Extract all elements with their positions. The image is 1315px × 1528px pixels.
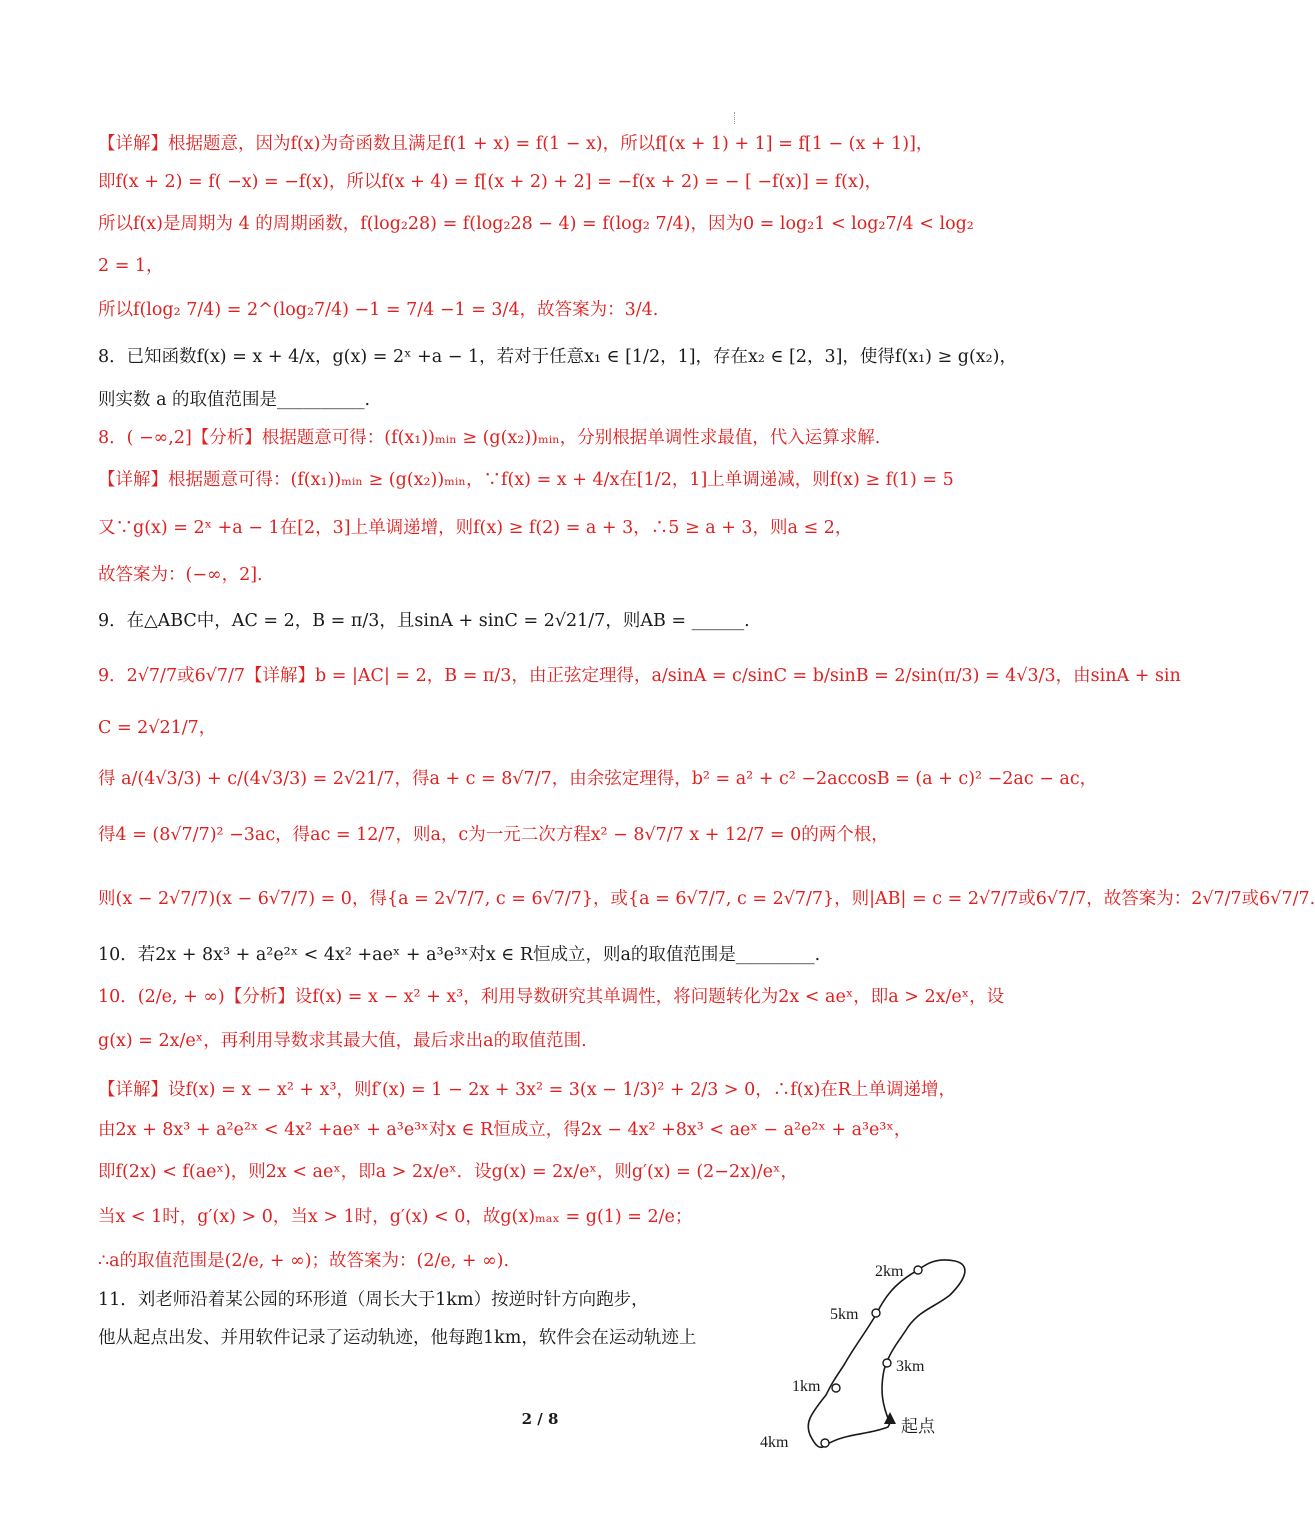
solution-10-line-4: 当x < 1时，g′(x) > 0，当x > 1时，g′(x) < 0，故g(x)ₘₐₓ = g(1) = 2/e；: [98, 1207, 693, 1227]
solution-9-line-1: 9．2√7/7或6√7/7【详解】b = |AC| = 2，B = π/3，由正弦定理得，a/sinA = c/sinC = b/sinB = 2/sin(π/3) = 4√3/3，由sinA + sin: [98, 666, 1181, 686]
label-4km: 4km: [760, 1434, 789, 1451]
solution-7-line-5: 所以f(log₂ 7/4) = 2^(log₂7/4) −1 = 7/4 −1 = 3/4，故答案为：3/4.: [98, 300, 659, 320]
solution-7-line-3: 所以f(x)是周期为 4 的周期函数，f(log₂28) = f(log₂28 − 4) = f(log₂ 7/4)，因为0 = log₂1 < log₂7/4 < log₂: [98, 214, 974, 234]
question-9: 9．在△ABC中，AC = 2，B = π/3，且sinA + sinC = 2√21/7，则AB = ______.: [98, 611, 750, 631]
solution-8-line-2: 又∵g(x) = 2ˣ +a − 1在[2，3]上单调递增，则f(x) ≥ f(2) = a + 3，∴5 ≥ a + 3，则a ≤ 2，: [98, 518, 853, 538]
question-8-line-2: 则实数 a 的取值范围是__________.: [98, 390, 371, 410]
answer-10-analysis-line-1: 10．(2/e, + ∞)【分析】设f(x) = x − x² + x³，利用导数研究其单调性，将问题转化为2x < aeˣ，即a > 2x/eˣ，设: [98, 987, 1005, 1007]
solution-9-line-2: C = 2√21/7，: [98, 718, 217, 738]
label-2km: 2km: [875, 1263, 904, 1280]
label-1km: 1km: [792, 1378, 821, 1395]
marker-4km: [821, 1439, 829, 1447]
question-8-line-1: 8．已知函数f(x) = x + 4/x，g(x) = 2ˣ +a − 1，若对于任意x₁ ∈ [1/2，1]，存在x₂ ∈ [2，3]，使得f(x₁) ≥ g(x₂)，: [98, 347, 1017, 367]
question-11-line-1: 11．刘老师沿着某公园的环形道（周长大于1km）按逆时针方向跑步，: [98, 1290, 649, 1310]
marker-3km: [883, 1359, 891, 1367]
label-3km: 3km: [896, 1358, 925, 1375]
header-mark: [734, 112, 737, 124]
solution-10-line-3: 即f(2x) < f(aeˣ)，则2x < aeˣ，即a > 2x/eˣ．设g(x) = 2x/eˣ，则g′(x) = (2−2x)/eˣ，: [98, 1162, 798, 1182]
solution-10-line-2: 由2x + 8x³ + a²e²ˣ < 4x² +aeˣ + a³e³ˣ对x ∈ R恒成立，得2x − 4x² +8x³ < aeˣ − a²e²ˣ + a³e³ˣ，: [98, 1120, 912, 1140]
solution-9-line-4: 得4 = (8√7/7)² −3ac，得ac = 12/7，则a，c为一元二次方程x² − 8√7/7 x + 12/7 = 0的两个根，: [98, 825, 889, 845]
solution-7-line-1: 【详解】根据题意，因为f(x)为奇函数且满足f(1 + x) = f(1 − x)，所以f[(x + 1) + 1] = f[1 − (x + 1)]，: [98, 134, 934, 154]
solution-7-line-4: 2 = 1，: [98, 256, 164, 276]
marker-5km: [872, 1309, 880, 1317]
marker-2km: [914, 1266, 922, 1274]
solution-9-line-5: 则(x − 2√7/7)(x − 6√7/7) = 0，得{a = 2√7/7, c = 6√7/7}，或{a = 6√7/7, c = 2√7/7}，则|AB| = c = 2√7/7或6√7/7，故答案为：2√7/7或6√7/7.: [98, 889, 1315, 909]
label-start: 起点: [901, 1417, 935, 1437]
solution-8-line-3: 故答案为：(−∞，2].: [98, 565, 263, 585]
solution-10-line-1: 【详解】设f(x) = x − x² + x³，则f′(x) = 1 − 2x + 3x² = 3(x − 1/3)² + 2/3 > 0，∴f(x)在R上单调递增，: [98, 1080, 956, 1100]
marker-1km: [832, 1384, 840, 1392]
running-route-figure: [750, 1255, 980, 1475]
solution-9-line-3: 得 a/(4√3/3) + c/(4√3/3) = 2√21/7，得a + c = 8√7/7，由余弦定理得，b² = a² + c² −2accosB = (a + c)² −2ac − ac，: [98, 769, 1098, 789]
solution-8-line-1: 【详解】根据题意可得：(f(x₁))ₘᵢₙ ≥ (g(x₂))ₘᵢₙ，∵f(x) = x + 4/x在[1/2，1]上单调递减，则f(x) ≥ f(1) = 5: [98, 470, 954, 490]
solution-10-line-5: ∴a的取值范围是(2/e, + ∞)；故答案为：(2/e, + ∞).: [98, 1251, 510, 1271]
label-5km: 5km: [830, 1306, 859, 1323]
solution-7-line-2: 即f(x + 2) = f( −x) = −f(x)，所以f(x + 4) = f[(x + 2) + 2] = −f(x + 2) = − [ −f(x)] = f(x)，: [98, 172, 883, 192]
question-11-line-2: 他从起点出发、并用软件记录了运动轨迹，他每跑1km，软件会在运动轨迹上: [98, 1328, 697, 1348]
answer-10-analysis-line-2: g(x) = 2x/eˣ，再利用导数求其最大值，最后求出a的取值范围.: [98, 1031, 587, 1051]
question-10: 10．若2x + 8x³ + a²e²ˣ < 4x² +aeˣ + a³e³ˣ对x ∈ R恒成立，则a的取值范围是_________.: [98, 945, 821, 965]
answer-8-analysis: 8．( −∞,2]【分析】根据题意可得：(f(x₁))ₘᵢₙ ≥ (g(x₂))ₘᵢₙ，分别根据单调性求最值，代入运算求解.: [98, 428, 881, 448]
page-number: 2 / 8: [521, 1410, 559, 1428]
